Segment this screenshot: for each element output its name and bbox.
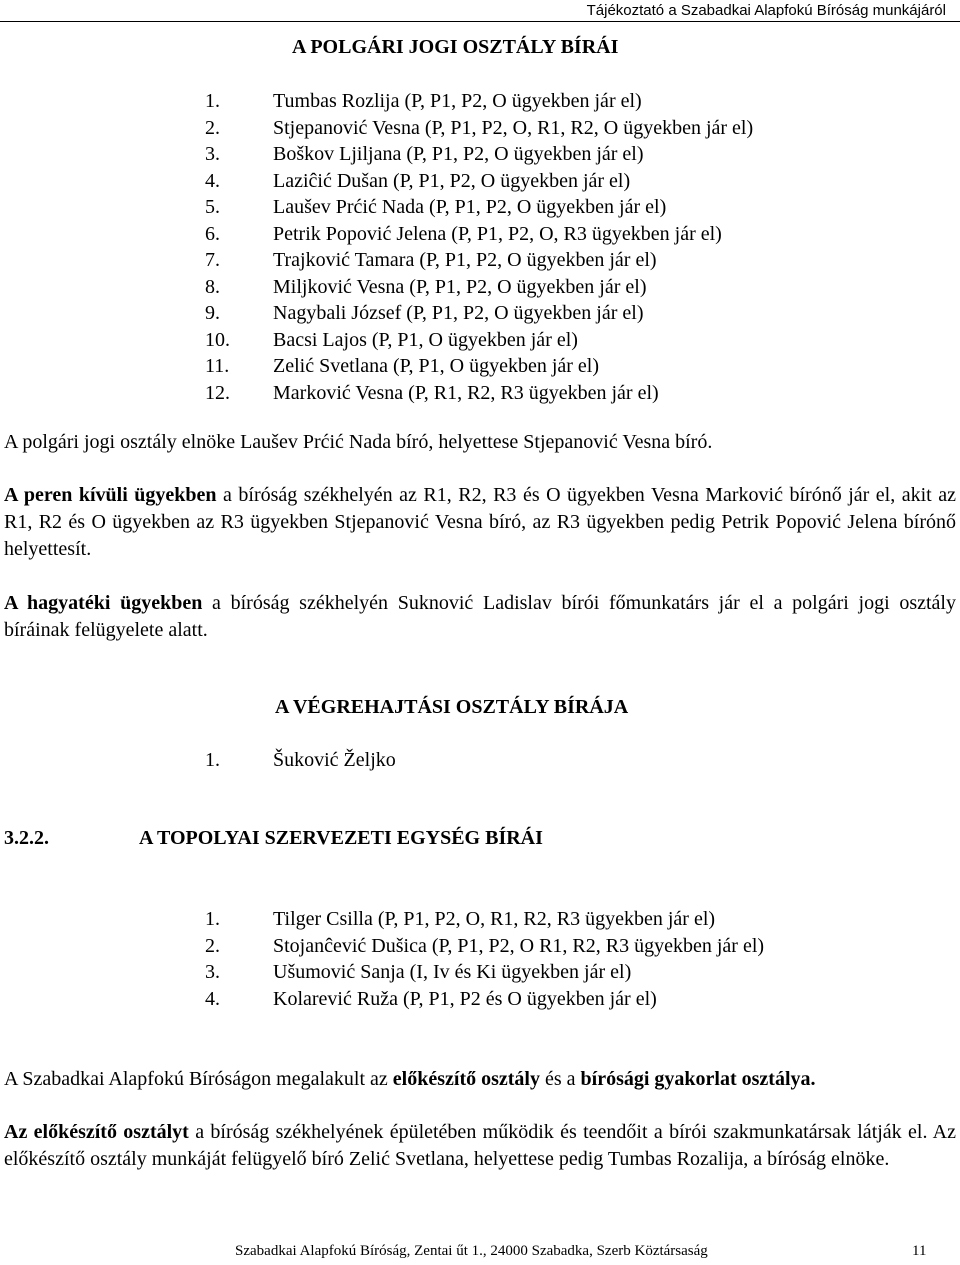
- enforcement-heading: A VÉGREHAJTÁSI OSZTÁLY BÍRÁJA: [275, 696, 629, 718]
- header-rule: [0, 21, 960, 22]
- probate-bold: A hagyatéki ügyekben: [4, 592, 203, 614]
- closing-paragraph-2: [4, 1119, 956, 1173]
- list-item-text: Nagybali József (P, P1, P2, O ügyekben jár el): [273, 302, 644, 324]
- list-item-number: 8.: [205, 275, 220, 298]
- civil-president-paragraph: A polgári jogi osztály elnöke Laušev Prćić Nada bíró, helyettese Stjepanović Vesna bíró.: [4, 431, 713, 453]
- list-item-number: 3.: [205, 143, 220, 165]
- list-item-text: Tumbas Rozlija (P, P1, P2, O ügyekben jár el): [273, 90, 642, 112]
- nonlitigious-text: a bíróság székhelyén az R1, R2, R3 és O ügyekben Vesna Marković bírónő jár el, akit az R1, R2 és O ügyekben az R3 ügyekben Stjepanović Vesna bíró, az R3 ügyekben pedig Petrik Popović Jelena bírónő helyettesít.: [4, 484, 956, 560]
- list-item-number: 1.: [205, 908, 220, 930]
- list-item-text: Tilger Csilla (P, P1, P2, O, R1, R2, R3 ügyekben jár el): [273, 908, 716, 930]
- list-item-text: Bacsi Lajos (P, P1, O ügyekben jár el): [273, 328, 578, 351]
- civil-heading: A POLGÁRI JOGI OSZTÁLY BÍRÁI: [292, 36, 619, 58]
- topola-heading: A TOPOLYAI SZERVEZETI EGYSÉG BÍRÁI: [139, 827, 543, 849]
- closing-p1-c: és a: [539, 1068, 581, 1090]
- list-item-number: 2.: [205, 934, 220, 957]
- list-item-number: 6.: [205, 222, 220, 245]
- list-item-text: Ušumović Sanja (I, Iv és Ki ügyekben jár el): [273, 961, 632, 983]
- list-item-text: Miljković Vesna (P, P1, P2, O ügyekben jár el): [273, 275, 647, 298]
- footer-address: Szabadkai Alapfokú Bíróság, Zentai űt 1., 24000 Szabadka, Szerb Köztársaság: [235, 1243, 708, 1259]
- closing-p1-b: előkészítő osztály: [392, 1068, 540, 1090]
- closing-p1-d: bírósági gyakorlat osztálya.: [580, 1068, 816, 1090]
- list-item-text: Boškov Ljiljana (P, P1, P2, O ügyekben jár el): [273, 143, 644, 165]
- list-item-number: 12.: [205, 381, 230, 404]
- closing-p2-bold: Az előkészítő osztályt: [4, 1121, 189, 1143]
- closing-paragraph-1: [4, 1066, 956, 1093]
- list-item-text: Stjepanović Vesna (P, P1, P2, O, R1, R2, O ügyekben jár el): [273, 116, 754, 139]
- list-item-text: Kolarević Ruža (P, P1, P2 és O ügyekben jár el): [273, 987, 657, 1010]
- list-item-text: Zelić Svetlana (P, P1, O ügyekben jár el): [273, 355, 600, 377]
- closing-p2-text: a bíróság székhelyének épületében működik és teendőit a bírói szakmunkatársak látják el. Az előkészítő osztály munkáját felügyelő bíró Zelić Svetlana, helyettese pedig Tumbas Rozalija, a bíróság elnöke.: [4, 1121, 957, 1170]
- probate-text: a bíróság székhelyén Suknović Ladislav bírói főmunkatárs jár el a polgári jogi osztály bíráinak felügyelete alatt.: [4, 592, 956, 641]
- list-item-text: Šuković Željko: [273, 749, 396, 771]
- list-item-text: Laziĉić Dušan (P, P1, P2, O ügyekben jár el): [273, 169, 631, 192]
- nonlitigious-bold: A peren kívüli ügyekben: [4, 484, 217, 506]
- section-number: 3.2.2.: [4, 827, 49, 849]
- list-item-text: Petrik Popović Jelena (P, P1, P2, O, R3 ügyekben jár el): [273, 222, 722, 245]
- list-item-number: 1.: [205, 90, 220, 112]
- list-item-number: 4.: [205, 169, 220, 192]
- nonlitigious-paragraph: [4, 482, 956, 563]
- page-number: 11: [912, 1243, 927, 1259]
- running-header: Tájékoztató a Szabadkai Alapfokú Bíróság munkájáról: [586, 2, 946, 19]
- list-item-number: 1.: [205, 749, 220, 771]
- list-item-number: 3.: [205, 961, 220, 983]
- probate-paragraph: [4, 590, 956, 644]
- list-item-number: 9.: [205, 302, 220, 324]
- list-item-text: Stojanĉević Dušica (P, P1, P2, O R1, R2, R3 ügyekben jár el): [273, 934, 765, 957]
- list-item-number: 5.: [205, 196, 220, 218]
- list-item-text: Laušev Prćić Nada (P, P1, P2, O ügyekben jár el): [273, 196, 667, 218]
- list-item-number: 7.: [205, 249, 220, 271]
- list-item-text: Trajković Tamara (P, P1, P2, O ügyekben jár el): [273, 249, 657, 271]
- list-item-number: 11.: [205, 355, 230, 377]
- list-item-text: Marković Vesna (P, R1, R2, R3 ügyekben jár el): [273, 381, 659, 404]
- list-item-number: 4.: [205, 987, 220, 1010]
- list-item-number: 2.: [205, 116, 220, 139]
- list-item-number: 10.: [205, 328, 230, 351]
- closing-p1-a: A Szabadkai Alapfokú Bíróságon megalakult az: [4, 1068, 393, 1090]
